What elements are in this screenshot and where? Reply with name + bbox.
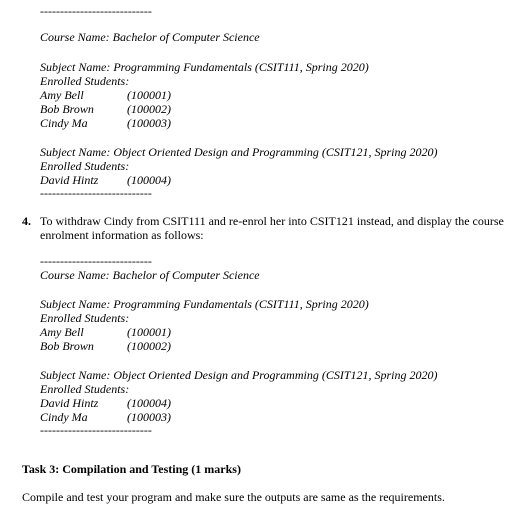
student-id: (100001) <box>127 325 171 339</box>
student-row <box>0 173 520 187</box>
item-text-line1: To withdraw Cindy from CSIT111 and re-enrol her into CSIT121 instead, and display the course <box>40 214 504 228</box>
student-name: Cindy Ma <box>40 410 88 424</box>
enrolled-label-2b: Enrolled Students: <box>40 382 130 396</box>
student-name: David Hintz <box>40 173 99 187</box>
student-row <box>0 88 520 102</box>
student-id: (100003) <box>127 116 171 130</box>
student-row <box>0 396 520 410</box>
student-id: (100002) <box>127 339 171 353</box>
item-text-line2: enrolment information as follows: <box>40 228 204 242</box>
student-name: Amy Bell <box>40 88 84 102</box>
student-name: David Hintz <box>40 396 99 410</box>
task3-heading: Task 3: Compilation and Testing (1 marks) <box>22 462 241 476</box>
student-row <box>0 102 520 116</box>
item-number: 4. <box>22 214 31 228</box>
subject-name-2b: Subject Name: Object Oriented Design and Programming (CSIT121, Spring 2020) <box>40 368 438 382</box>
student-row <box>0 116 520 130</box>
student-id: (100002) <box>127 102 171 116</box>
student-name: Cindy Ma <box>40 116 88 130</box>
student-id: (100003) <box>127 410 171 424</box>
subject-name-2a: Subject Name: Programming Fundamentals (CSIT111, Spring 2020) <box>40 297 369 311</box>
divider-top-1: ---------------------------- <box>40 4 152 18</box>
enrolled-label-1a: Enrolled Students: <box>40 74 130 88</box>
course-name-2: Course Name: Bachelor of Computer Science <box>40 268 260 282</box>
task3-body: Compile and test your program and make sure the outputs are same as the requirements. <box>22 490 445 504</box>
student-row <box>0 339 520 353</box>
enrolled-label-1b: Enrolled Students: <box>40 159 130 173</box>
student-row <box>0 410 520 424</box>
student-id: (100004) <box>127 173 171 187</box>
course-name-1: Course Name: Bachelor of Computer Science <box>40 30 260 44</box>
student-name: Bob Brown <box>40 339 94 353</box>
subject-name-1b: Subject Name: Object Oriented Design and Programming (CSIT121, Spring 2020) <box>40 145 438 159</box>
enrolled-label-2a: Enrolled Students: <box>40 311 130 325</box>
divider-top-2: ---------------------------- <box>40 254 152 268</box>
divider-bottom-2: ---------------------------- <box>40 423 152 437</box>
divider-bottom-1: ---------------------------- <box>40 186 152 200</box>
student-id: (100004) <box>127 396 171 410</box>
student-name: Amy Bell <box>40 325 84 339</box>
student-row <box>0 325 520 339</box>
student-name: Bob Brown <box>40 102 94 116</box>
subject-name-1a: Subject Name: Programming Fundamentals (CSIT111, Spring 2020) <box>40 60 369 74</box>
student-id: (100001) <box>127 88 171 102</box>
